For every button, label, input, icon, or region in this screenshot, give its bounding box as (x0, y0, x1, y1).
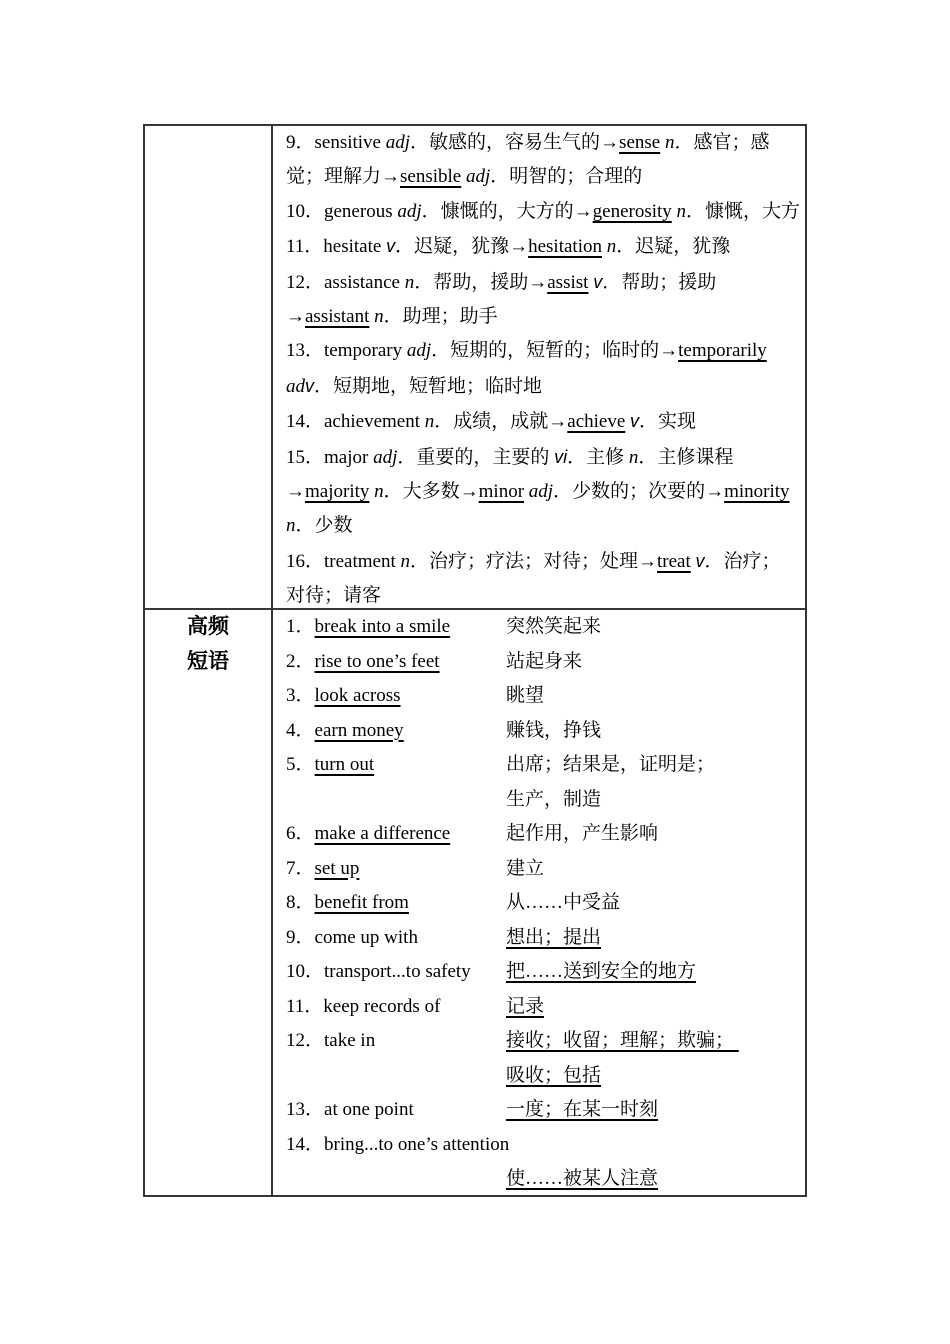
text-segment: adj (385, 132, 411, 153)
phrase-zh-cell (506, 783, 801, 818)
meaning-text: 从……中受益 (506, 892, 621, 913)
phrase-number: 4． (286, 719, 315, 741)
underlined-term: look across (314, 685, 401, 706)
vocab-line (286, 440, 799, 475)
phrase-line (286, 1162, 801, 1195)
text-segment: ．敏感的，容易生气的→ (410, 132, 620, 153)
phrase-number: 11． (286, 995, 324, 1017)
phrase-line (286, 852, 801, 887)
text-segment: 觉；理解力→ (286, 166, 401, 188)
text-segment: 13．temporary (286, 340, 407, 362)
underlined-term: benefit from (314, 892, 409, 913)
text-segment: v (695, 550, 705, 571)
phrase-zh-cell (506, 1059, 801, 1094)
underlined-term: make a difference (314, 823, 451, 844)
underlined-term: sensible (400, 166, 462, 188)
phrase-en-cell (286, 679, 506, 714)
text-segment: ．成绩，成就→ (434, 411, 568, 433)
underlined-term: break into a smile (314, 616, 451, 637)
vocab-cell (273, 126, 805, 608)
meaning-text: 建立 (506, 857, 545, 879)
text-segment: n (606, 236, 617, 258)
phrase-en-cell (286, 645, 506, 680)
underlined-term: sense (619, 132, 661, 153)
underlined-term: 一度；在某一时刻 (506, 1099, 659, 1120)
phrase-en-cell (286, 714, 506, 749)
vocab-line (286, 229, 799, 264)
phrase-text: keep records of (323, 995, 441, 1017)
phrase-number: 13． (286, 1099, 325, 1120)
text-segment: v (630, 411, 640, 432)
underlined-term: set up (314, 857, 360, 879)
text-segment: → (286, 481, 305, 503)
phrase-en-cell (286, 921, 506, 956)
text-segment: ．明智的；合理的 (490, 166, 643, 188)
phrase-zh-cell (506, 921, 801, 956)
phrase-en-cell (286, 1024, 506, 1059)
meaning-text: 起作用，产生影响 (506, 823, 659, 844)
phrase-number: 7． (286, 857, 315, 879)
text-segment: adj (397, 200, 422, 222)
underlined-term: earn money (314, 719, 404, 741)
phrase-zh-cell (506, 610, 801, 645)
text-segment: n (374, 481, 384, 503)
text-segment: ．助理；助手 (383, 306, 498, 328)
underlined-term: majority (305, 481, 370, 503)
text-segment: ．主修 (567, 446, 629, 468)
vocab-line (286, 404, 799, 439)
text-segment: 9．sensitive (286, 132, 386, 153)
vocab-line (286, 509, 799, 543)
phrase-zh-cell (506, 886, 801, 921)
phrase-header-line-1: 高频 (187, 615, 229, 638)
text-segment: n (424, 411, 435, 433)
vocab-table (143, 124, 807, 1197)
phrase-header-line-2: 短语 (187, 649, 229, 673)
phrase-en-cell (286, 1162, 506, 1195)
text-segment: ．迟疑，犹豫→ (395, 236, 529, 258)
phrase-number: 14． (286, 1133, 325, 1155)
phrase-number: 12． (286, 1030, 325, 1051)
phrase-number: 6． (286, 823, 315, 844)
text-segment: 14．achievement (286, 411, 425, 433)
underlined-term: 记录 (506, 995, 545, 1017)
text-segment: ．慷慨的，大方的→ (421, 200, 593, 222)
phrase-zh-cell (506, 1128, 801, 1163)
phrase-row-header (145, 608, 273, 1195)
vocab-line (286, 369, 799, 404)
text-segment: 16．treatment (286, 550, 401, 572)
phrase-line (286, 990, 801, 1025)
underlined-term: 吸收；包括 (506, 1064, 602, 1086)
underlined-term: assistant (305, 306, 370, 328)
phrase-en-cell (286, 610, 506, 645)
text-segment: ad (286, 375, 305, 397)
underlined-term: generosity (592, 200, 672, 222)
text-segment: ．重要的，主要的 (397, 446, 555, 468)
phrase-line (286, 748, 801, 783)
text-segment: n (400, 550, 410, 572)
text-segment: 11．hesitate (286, 236, 387, 258)
text-segment: 对待；请客 (286, 585, 382, 607)
meaning-text: 站起身来 (506, 650, 583, 672)
text-segment: ．帮助；援助 (602, 271, 717, 293)
underlined-term: 接收；收留；理解；欺骗； (506, 1030, 739, 1051)
underlined-term: achieve (567, 411, 626, 433)
vocab-line (286, 195, 799, 229)
phrase-number: 1． (286, 616, 315, 637)
phrase-zh-cell (506, 645, 801, 680)
vocab-line (286, 160, 799, 194)
text-segment: ．迟疑，犹豫 (616, 236, 731, 258)
underlined-term: hesitation (528, 236, 602, 258)
vocab-row-header (145, 126, 273, 608)
vocab-line (286, 265, 799, 300)
text-segment: ．少数 (295, 515, 353, 537)
underlined-term: 把……送到安全的地方 (506, 961, 697, 982)
text-segment: n (676, 200, 687, 222)
text-segment: ．帮助，援助→ (414, 271, 548, 293)
phrase-line (286, 886, 801, 921)
meaning-text: 赚钱，挣钱 (506, 719, 602, 741)
text-segment: ．实现 (639, 411, 697, 433)
phrase-number: 2． (286, 650, 315, 672)
phrase-en-cell (286, 886, 506, 921)
text-segment: adj (406, 340, 432, 362)
text-segment: n (628, 446, 639, 468)
vocab-line (286, 334, 799, 368)
phrase-en-cell (286, 1059, 506, 1094)
underlined-term: temporarily (678, 340, 767, 362)
text-segment: ．治疗； (704, 550, 781, 572)
text-segment: v (593, 271, 603, 292)
underlined-term: treat (657, 550, 691, 572)
phrase-text: come up with (314, 926, 418, 948)
text-segment: 10．generous (286, 200, 398, 222)
text-segment: ．治疗；疗法；对待；处理→ (410, 550, 658, 572)
phrase-line (286, 610, 801, 645)
vocab-line (286, 544, 799, 579)
phrase-line (286, 1024, 801, 1059)
phrase-text: take in (324, 1030, 376, 1051)
phrase-line (286, 645, 801, 680)
text-segment: n (664, 132, 675, 153)
text-segment: adj (528, 481, 554, 503)
phrase-text: at one point (324, 1099, 414, 1120)
text-segment: adj (373, 446, 398, 468)
meaning-text: 出席；结果是，证明是； (506, 754, 716, 775)
text-segment: v (305, 375, 314, 396)
phrase-zh-cell (506, 748, 801, 783)
underlined-term: minority (724, 481, 790, 503)
phrase-en-cell (286, 748, 506, 783)
text-segment: n (374, 306, 384, 328)
underlined-term: rise to one’s feet (314, 650, 440, 672)
text-segment: n (404, 271, 415, 293)
underlined-term: turn out (314, 754, 375, 775)
phrase-line (286, 817, 801, 852)
vocab-line (286, 579, 799, 608)
vocab-line (286, 300, 799, 334)
phrase-text: transport...to safety (324, 961, 471, 982)
text-segment: adj (465, 166, 491, 188)
text-segment: v (386, 236, 396, 257)
phrase-zh-cell (506, 955, 801, 990)
phrase-en-cell (286, 990, 506, 1025)
underlined-term: 想出；提出 (506, 926, 602, 948)
phrase-line (286, 714, 801, 749)
phrase-line (286, 921, 801, 956)
phrase-zh-cell (506, 679, 801, 714)
phrase-zh-cell (506, 852, 801, 887)
phrase-line (286, 1093, 801, 1128)
phrase-zh-cell (506, 1162, 801, 1195)
text-segment: ．感官；感 (674, 132, 770, 153)
phrase-number: 10． (286, 961, 325, 982)
vocab-line (286, 126, 799, 160)
phrase-number: 8． (286, 892, 315, 913)
text-segment: → (286, 306, 305, 328)
phrase-line (286, 1059, 801, 1094)
text-segment: vi (554, 446, 568, 467)
phrase-zh-cell (506, 990, 801, 1025)
phrase-zh-cell (506, 1093, 801, 1128)
text-segment: ．慷慨，大方 (686, 200, 801, 222)
text-segment: 12．assistance (286, 271, 405, 293)
underlined-term: minor (478, 481, 525, 503)
phrase-text: bring...to one’s attention (324, 1133, 510, 1155)
vocab-line (286, 475, 799, 509)
phrase-zh-cell (506, 1024, 801, 1059)
underlined-term: assist (547, 271, 589, 293)
meaning-text: 生产，制造 (506, 788, 602, 810)
phrase-en-cell (286, 1128, 510, 1163)
phrase-number: 5． (286, 754, 315, 775)
phrase-zh-cell (506, 817, 801, 852)
phrase-number: 9． (286, 926, 315, 948)
phrase-line (286, 679, 801, 714)
text-segment: ．主修课程 (638, 446, 734, 468)
meaning-text: 突然笑起来 (506, 616, 602, 637)
phrase-en-cell (286, 783, 506, 818)
phrase-line (286, 955, 801, 990)
text-segment: n (286, 515, 296, 537)
phrase-number: 3． (286, 685, 315, 706)
phrase-en-cell (286, 852, 506, 887)
phrase-zh-cell (506, 714, 801, 749)
phrase-cell (273, 608, 805, 1195)
text-segment: ．短期的，短暂的；临时的→ (431, 340, 679, 362)
text-segment: ．少数的；次要的→ (553, 481, 725, 503)
phrase-en-cell (286, 955, 506, 990)
meaning-text: 眺望 (506, 685, 545, 706)
text-segment: ．短期地，短暂地；临时地 (314, 375, 543, 397)
phrase-en-cell (286, 1093, 506, 1128)
text-segment: ．大多数→ (383, 481, 479, 503)
phrase-line (286, 783, 801, 818)
text-segment: 15．major (286, 446, 374, 468)
phrase-line (286, 1128, 801, 1163)
phrase-en-cell (286, 817, 506, 852)
underlined-term: 使……被某人注意 (506, 1168, 659, 1189)
